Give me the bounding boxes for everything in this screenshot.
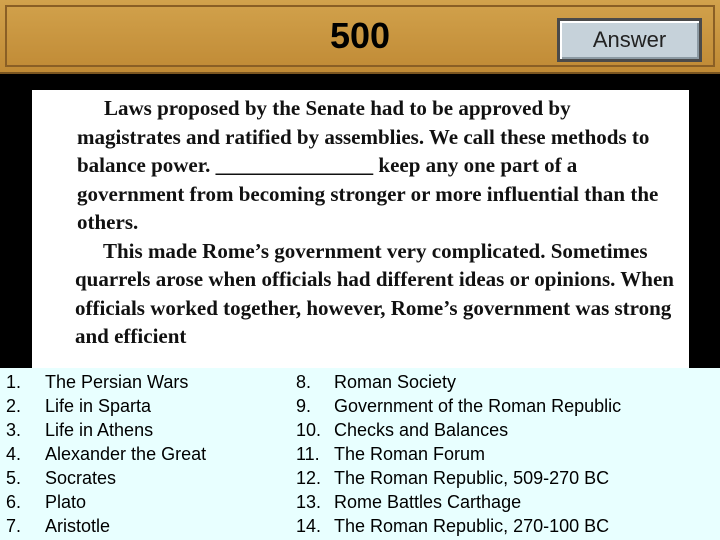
topic-item[interactable] <box>6 442 206 466</box>
topic-label: Alexander the Great <box>45 444 207 464</box>
topic-item[interactable] <box>296 490 621 514</box>
topic-number: 9. <box>296 396 312 416</box>
topic-column-left <box>6 370 206 538</box>
topic-label: The Roman Forum <box>334 444 486 464</box>
question-panel <box>32 90 689 368</box>
topic-label: Government of the Roman Republic <box>334 396 622 416</box>
topic-number: 10. <box>296 420 322 440</box>
topic-label: Roman Society <box>334 372 457 392</box>
topic-label: Aristotle <box>45 516 111 536</box>
topic-column-right <box>296 370 621 538</box>
answer-button[interactable]: Answer <box>557 18 702 62</box>
topic-number: 13. <box>296 492 322 512</box>
topic-label: Life in Sparta <box>45 396 152 416</box>
topic-number: 11. <box>296 444 320 464</box>
topic-number: 7. <box>6 516 22 536</box>
topic-label: The Roman Republic, 509-270 BC <box>334 468 610 488</box>
topic-label: Plato <box>45 492 87 512</box>
topic-item[interactable] <box>6 490 206 514</box>
point-value-title: 500 <box>329 15 391 56</box>
topic-item[interactable] <box>6 466 206 490</box>
topic-list <box>0 368 720 540</box>
topic-item[interactable] <box>6 418 206 442</box>
topic-item[interactable] <box>6 514 206 538</box>
topic-item[interactable] <box>296 442 621 466</box>
topic-number: 6. <box>6 492 22 512</box>
question-paragraph-2: This made Rome’s government very complicated. Sometimes quarrels arose when officials had different ideas or opinions. When officials worked together, however, Rome’s government was strong and efficient <box>75 238 674 348</box>
question-paragraph-1: Laws proposed by the Senate had to be approved by magistrates and ratified by assemblies. We call these methods to balance power. _______________ keep any one part of a government from becoming stronger or more influential than the others. <box>77 96 659 234</box>
topic-label: The Roman Republic, 270-100 BC <box>334 516 610 536</box>
topic-item[interactable] <box>296 418 621 442</box>
topic-number: 5. <box>6 468 22 488</box>
topic-number: 2. <box>6 396 22 416</box>
topic-label: The Persian Wars <box>45 372 189 392</box>
topic-item[interactable] <box>296 370 621 394</box>
topic-label: Socrates <box>45 468 117 488</box>
topic-item[interactable] <box>296 394 621 418</box>
topic-number: 12. <box>296 468 322 488</box>
topic-label: Rome Battles Carthage <box>334 492 522 512</box>
topic-label: Checks and Balances <box>334 420 509 440</box>
header-bar <box>0 0 720 74</box>
topic-item[interactable] <box>6 370 206 394</box>
topic-number: 1. <box>6 372 22 392</box>
topic-number: 14. <box>296 516 322 536</box>
topic-number: 4. <box>6 444 22 464</box>
topic-item[interactable] <box>296 466 621 490</box>
topic-item[interactable] <box>6 394 206 418</box>
topic-item[interactable] <box>296 514 621 538</box>
topic-label: Life in Athens <box>45 420 154 440</box>
topic-number: 8. <box>296 372 312 392</box>
topic-number: 3. <box>6 420 22 440</box>
